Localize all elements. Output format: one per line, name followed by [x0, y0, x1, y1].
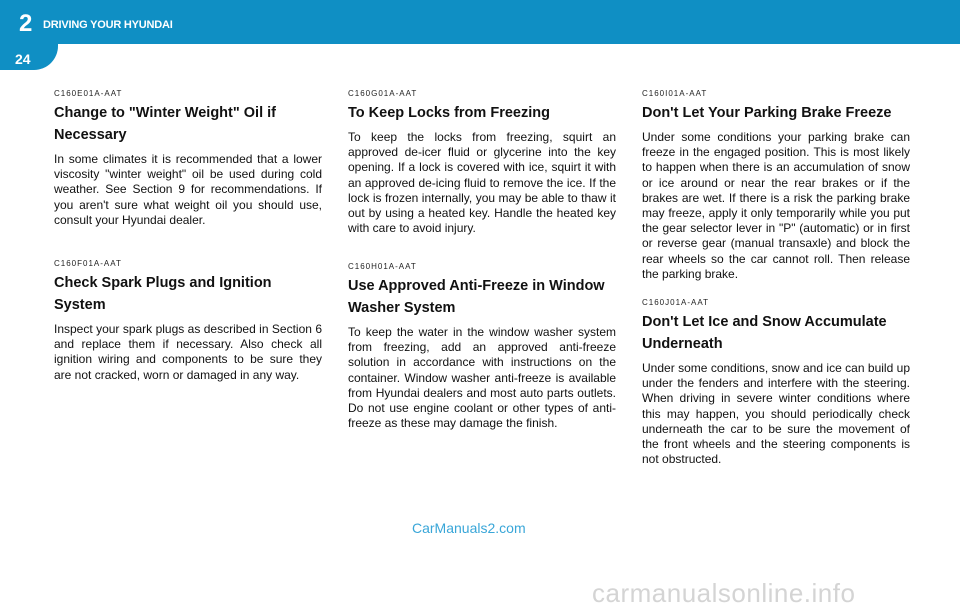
section-code: C160E01A-AAT: [54, 89, 123, 98]
section-spark-plugs: [54, 259, 322, 383]
section-title: To Keep Locks from Freezing: [348, 105, 550, 121]
section-locks-freezing: [348, 89, 616, 236]
section-body: Inspect your spark plugs as described in Section 6 and replace them if necessary. Also check all ignition wiring and components to be sure they are not cracked, worn or damaged in any way.: [54, 322, 322, 382]
chapter-number: 2: [19, 10, 33, 37]
chapter-title: DRIVING YOUR HYUNDAI: [43, 19, 173, 31]
section-body: In some climates it is recommended that a lower viscosity "winter weight" oil be used during cold weather. See Section 9 for recommendations. If you aren't sure what weight oil you should use, consult your Hyundai dealer.: [54, 152, 322, 227]
watermark-site-link[interactable]: CarManuals2.com: [412, 520, 526, 536]
page-number: 24: [15, 51, 31, 67]
section-code: C160G01A-AAT: [348, 89, 418, 98]
section-body: Under some conditions your parking brake can freeze in the engaged position. This is most likely to happen when there is an accumulation of snow or ice around or near the rear brakes or if the brakes are wet. If there is a risk the parking brake may freeze, apply it only temporarily while you put the gear selector lever in "P" (automatic) or in first or reverse gear (manual transaxle) and block the rear wheels so the car cannot roll. Then release the parking brake.: [642, 130, 910, 281]
section-code: C160H01A-AAT: [348, 262, 417, 271]
section-title: Check Spark Plugs and Ignition System: [54, 275, 272, 313]
section-title: Don't Let Ice and Snow Accumulate Underneath: [642, 314, 887, 352]
section-body: Under some conditions, snow and ice can build up under the fenders and interfere with the steering. When driving in severe winter conditions where this may happen, you should periodically check underneath the car to be sure the movement of the front wheels and the steering components is not obstructed.: [642, 361, 910, 467]
section-code: C160J01A-AAT: [642, 298, 709, 307]
section-winter-oil: [54, 89, 322, 228]
section-parking-brake: [642, 89, 910, 282]
section-body: To keep the water in the window washer system from freezing, add an approved anti-freeze solution in accordance with instructions on the container. Window washer anti-freeze is available from Hyundai dealers and most auto parts outlets. Do not use engine coolant or other types of anti-freeze as these may damage the finish.: [348, 325, 616, 431]
section-title: Use Approved Anti-Freeze in Window Washer System: [348, 278, 605, 316]
section-body: To keep the locks from freezing, squirt an approved de-icer fluid or glycerine into the key opening. If a lock is covered with ice, squirt it with an approved de-icing fluid to remove the ice. If the lock is frozen internally, you may be able to thaw it out by using a heated key. Handle the heated key with care to avoid injury.: [348, 130, 616, 236]
section-ice-snow: [642, 298, 910, 467]
section-title: Change to "Winter Weight" Oil if Necessary: [54, 105, 276, 143]
header-bar: [0, 0, 960, 44]
section-title: Don't Let Your Parking Brake Freeze: [642, 105, 892, 121]
section-code: C160I01A-AAT: [642, 89, 708, 98]
section-code: C160F01A-AAT: [54, 259, 122, 268]
section-washer-antifreeze: [348, 262, 616, 431]
watermark-bottom: carmanualsonline.info: [592, 578, 856, 608]
